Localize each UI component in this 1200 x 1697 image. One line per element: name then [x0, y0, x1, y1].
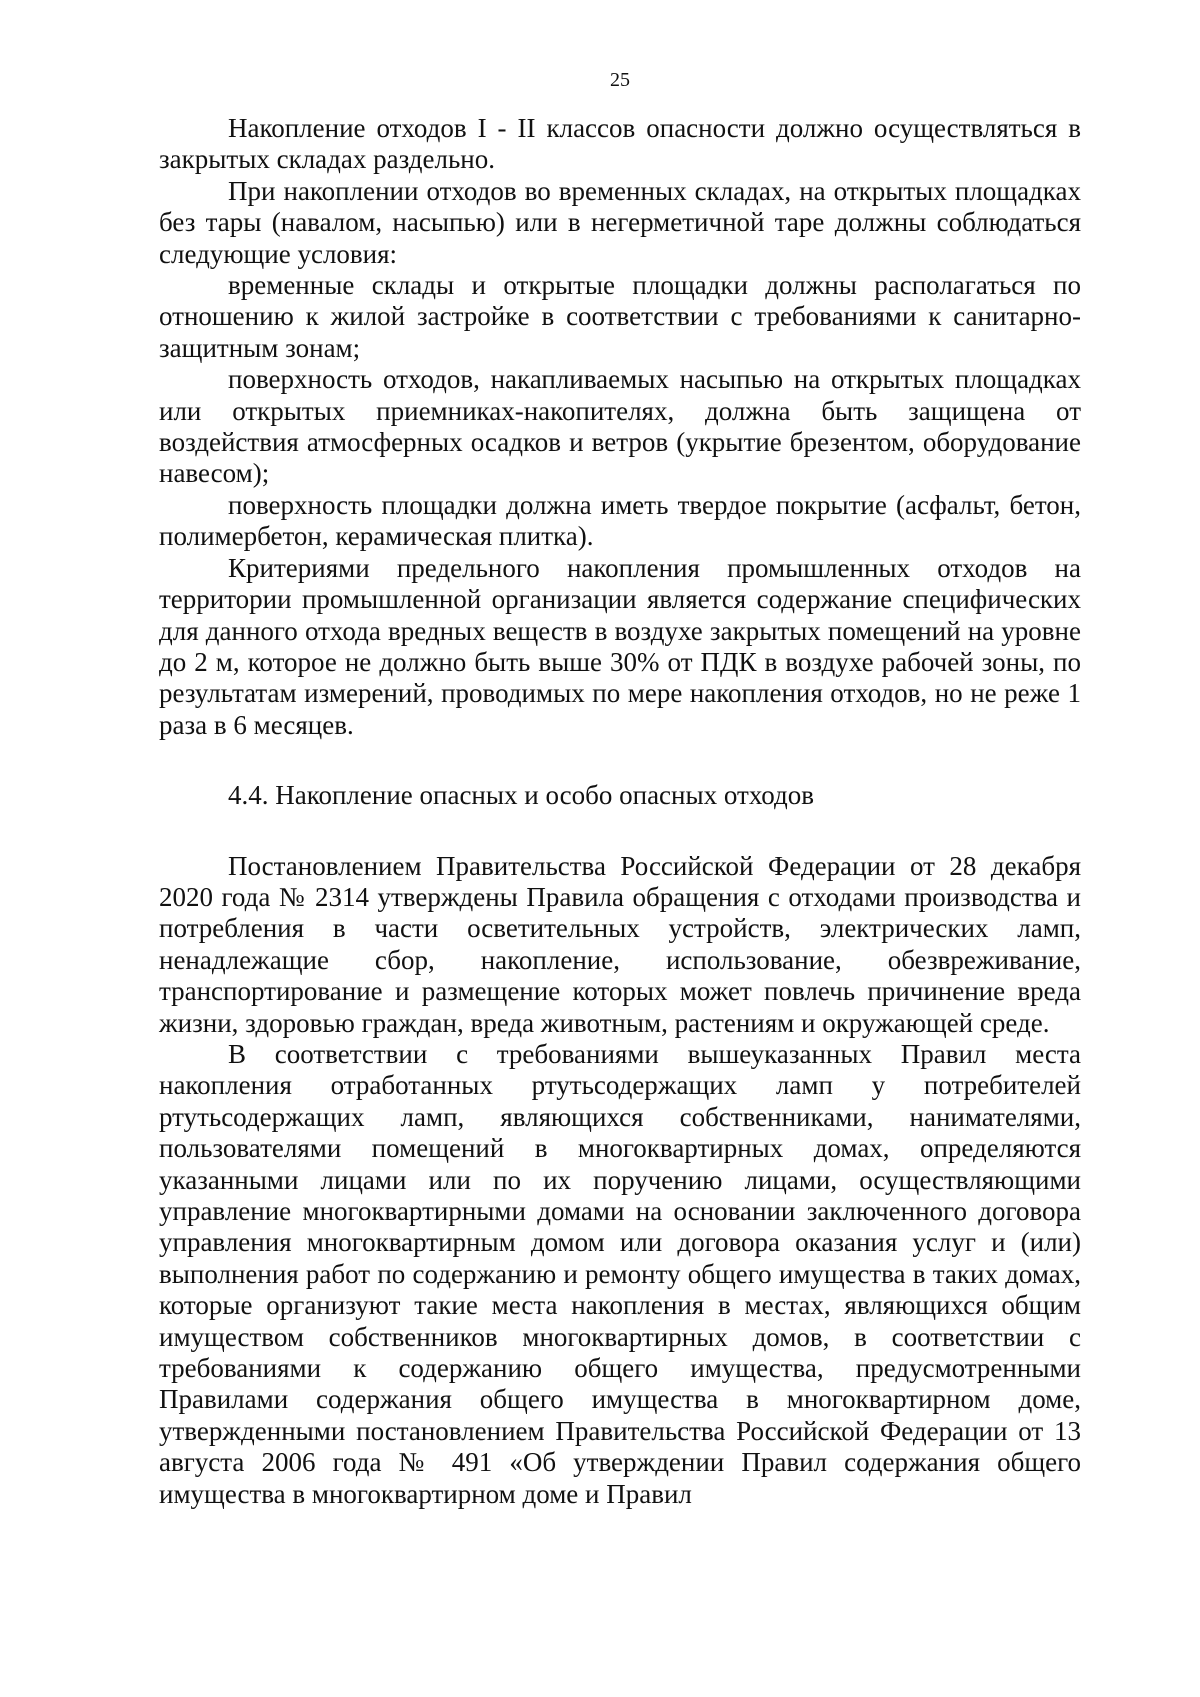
paragraph-hazard-classes: Накопление отходов I - II классов опасности должно осуществляться в закрытых складах раздельно.	[159, 113, 1081, 175]
paragraph-mercury-lamps: В соответствии с требованиями вышеуказанных Правил места накопления отработанных ртутьсодержащих ламп у потребителей ртутьсодержащих ламп, являющихся собственниками, нанимателями, пользователями помещений в многоквартирных домах, определяются указанными лицами или по их поручению лицами, осуществляющими управление многоквартирными домами на основании заключенного договора управления многоквартирным домом или договора оказания услуг и (или) выполнения работ по содержанию и ремонту общего имущества в таких домах, которые организуют такие места накопления в местах, являющихся общим имуществом собственников многоквартирных домов, в соответствии с требованиями к содержанию общего имущества, предусмотренными Правилами содержания общего имущества в многоквартирном доме, утвержденными постановлением Правительства Российской Федерации от 13 августа 2006 года № 491 «Об утверждении Правил содержания общего имущества в многоквартирном доме и Правил	[159, 1038, 1081, 1509]
paragraph-hard-surface: поверхность площадки должна иметь твердое покрытие (асфальт, бетон, полимербетон, керамическая плитка).	[159, 489, 1081, 552]
paragraph-government-decree: Постановлением Правительства Российской Федерации от 28 декабря 2020 года № 2314 утверждены Правила обращения с отходами производства и потребления в части осветительных устройств, электрических ламп, ненадлежащие сбор, накопление, использование, обезвреживание, транспортирование и размещение которых может повлечь причинение вреда жизни, здоровью граждан, вреда животным, растениям и окружающей среде.	[159, 850, 1081, 1038]
page-number: 25	[610, 69, 630, 91]
section-heading: 4.4. Накопление опасных и особо опасных отходов	[228, 780, 814, 811]
paragraph-accumulation-criteria: Критериями предельного накопления промышленных отходов на территории промышленной организации является содержание специфических для данного отхода вредных веществ в воздухе закрытых помещений на уровне до 2 м, которое не должно быть выше 30% от ПДК в воздухе рабочей зоны, по результатам измерений, проводимых по мере накопления отходов, но не реже 1 раза в 6 месяцев.	[159, 552, 1081, 740]
paragraph-temporary-storage-conditions: При накоплении отходов во временных складах, на открытых площадках без тары (навалом, насыпью) или в негерметичной таре должны соблюдаться следующие условия:	[159, 175, 1081, 269]
paragraph-sanitary-zones: временные склады и открытые площадки должны располагаться по отношению к жилой застройке в соответствии с требованиями к санитарно-защитным зонам;	[159, 270, 1081, 363]
paragraph-surface-protection: поверхность отходов, накапливаемых насыпью на открытых площадках или открытых приемниках-накопителях, должна быть защищена от воздействия атмосферных осадков и ветров (укрытие брезентом, оборудование навесом);	[159, 364, 1081, 489]
